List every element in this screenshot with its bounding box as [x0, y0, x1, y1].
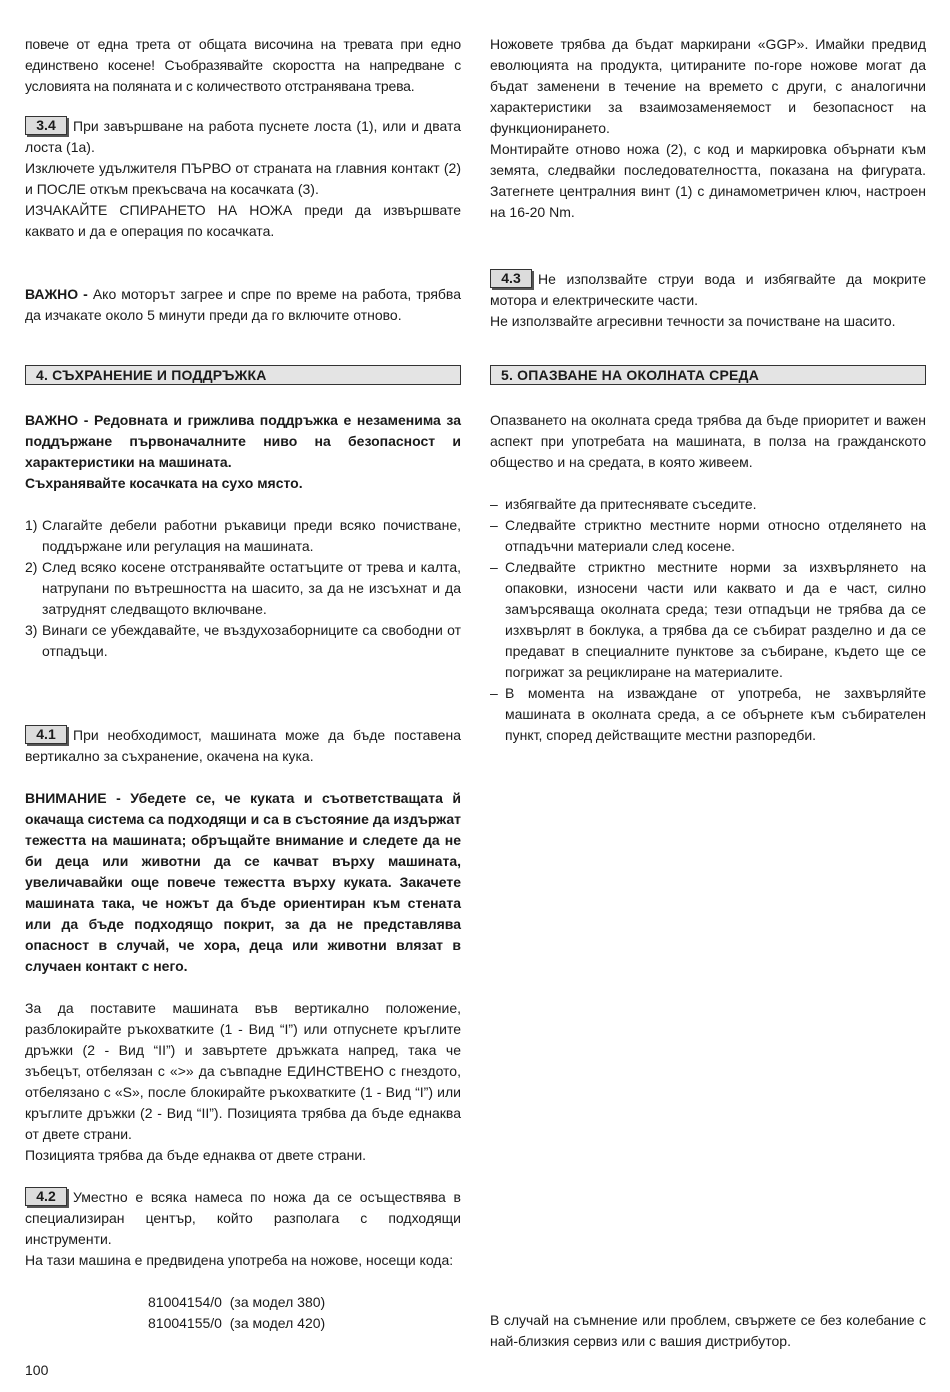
blades-paragraph-1: Ножовете трябва да бъдат маркирани «GGP». Имайки предвид еволюцията на продукта, цитираните по-горе ножове могат да бъдат заменени в течение на времето с други, с аналогични характеристики за взаимозаменяемост и безопасност на функционирането. [490, 36, 926, 136]
section-3-4 [25, 116, 461, 158]
section-4-3 [490, 269, 926, 311]
heading-storage-maintenance: 4. СЪХРАНЕНИЕ И ПОДДРЪЖКА [25, 365, 461, 385]
list-item: – Следвайте стриктно местните норми относно отделянето на отпадъчни материали след косене. [490, 517, 926, 554]
section-4-3-text-1: Не използвайте струи вода и избягвайте да мокрите мотора и електрическите части. [490, 271, 926, 308]
blade-code: 81004155/0 (за модел 420) [148, 1315, 326, 1331]
page-number: 100 [25, 1362, 49, 1378]
section-badge-4-3: 4.3 [490, 269, 532, 288]
environment-intro: Опазването на околната среда трябва да бъде приоритет и важен аспект при употребата на машината, в полза на гражданското общество и на средата, в която живеем. [490, 412, 926, 470]
list-item: 1) Слагайте дебели работни ръкавици преди всяко почистване, поддържане или регулация на машината. [25, 517, 461, 554]
important-note-motor [25, 284, 461, 326]
section-badge-4-2: 4.2 [25, 1187, 67, 1206]
left-column [25, 34, 461, 326]
list-item: 3) Винаги се убеждавайте, че въздухозаборниците са свободни от отпадъци. [25, 622, 461, 659]
list-item: – избягвайте да притеснявате съседите. [490, 496, 757, 512]
warning-paragraph: ВНИМАНИЕ - Убедете се, че куката и съответстващата й окачаща система са подходящи и са в състояние да издържат тежестта на машината; обръщайте внимание и следете да не би деца или животни да се качват върху машината, увеличавайки още повече тежестта върху куката. Закачете машината така, че ножът да бъде ориентиран към стената или да бъде подходящо покрит, за да не представлява опасност в случай, че хора, деца или животни влязат в случаен контакт с него. [25, 790, 461, 974]
section-4-1 [25, 725, 461, 767]
section-badge-3-4: 3.4 [25, 116, 67, 135]
section-badge-4-1: 4.1 [25, 725, 67, 744]
section-4-1-text: При необходимост, машината може да бъде поставена вертикално за съхранение, окачена на кука. [25, 727, 461, 764]
blade-code: 81004154/0 (за модел 380) [148, 1294, 326, 1310]
blade-codes [25, 1292, 461, 1334]
section-4-2-text-2: На тази машина е предвидена употреба на ножове, носещи кода: [25, 1252, 454, 1268]
section-3-4-text-1: При завършване на работа пуснете лоста (1), или и двата лоста (1а). [25, 118, 461, 155]
left-column-lower [25, 410, 461, 1334]
store-dry-note: Съхранявайте косачката на сухо място. [25, 475, 303, 491]
section-4-3-text-2: Не използвайте агресивни течности за почистване на шасито. [490, 313, 896, 329]
list-item: – Следвайте стриктно местните норми за изхвърлянето на опаковки, износени части или каквато и да е част, силно замърсяваща околната среда; тези отпадъци не трябва да се изхвърлят в боклука, а трябва да се събират разделно и да се предават в специалните пунктове за събиране, където ще се погрижат за рециклиране на материалите. [490, 559, 926, 680]
section-4-2-text-1: Уместно е всяка намеса по ножа да се осъществява в специализиран център, който разполага с подходящи инструменти. [25, 1189, 461, 1247]
right-column-lower [490, 410, 926, 746]
heading-environment: 5. ОПАЗВАНЕ НА ОКОЛНАТА СРЕДА [490, 365, 926, 385]
environment-list [490, 494, 926, 746]
vertical-position-note: Позицията трябва да бъде еднаква от двете страни. [25, 1147, 367, 1163]
right-column [490, 34, 926, 332]
blades-paragraph-2: Монтирайте отново ножа (2), с код и маркировка обърнати към земята, следвайки последователността, показана на фигурата. Затегнете централния винт (1) с динамометричен ключ, настроен на 16-20 Nm. [490, 141, 926, 220]
vertical-position-paragraph: За да поставите машината във вертикално положение, разблокирайте ръкохватките (1 - Вид “I”) или отпуснете кръглите дръжки (2 - Вид “II”) и завъртете дръжката напред, така че зъбецът, отбелязан с «>» да съвпадне ЕДИНСТВЕНО с гнездото, отбелязано с «S», после блокирайте ръкохватките (1 - Вид “I”) или кръглите дръжки (2 - Вид “II”). Позицията трябва да бъде еднаква от двете страни. [25, 1000, 461, 1142]
list-item: – В момента на изваждане от употреба, не захвърляйте машината в околната среда, а се обърнете към събирателен пункт, според действащите местни разпоредби. [490, 685, 926, 743]
important-text: Ако моторът загрее и спре по време на работа, трябва да изчакате около 5 минути преди да го включите отново. [25, 286, 461, 323]
important-maintenance: ВАЖНО - Редовната и грижлива поддръжка е незаменима за поддържане първоначалните ниво на безопасност и характеристики на машината. [25, 412, 461, 470]
important-label: ВАЖНО - [25, 286, 88, 302]
contact-note: В случай на съмнение или проблем, свържете се без колебание с най-близкия сервиз или с вашия дистрибутор. [490, 1312, 926, 1349]
list-item: 2) След всяко косене отстранявайте остатъците от трева и калта, натрупани по вътрешността на шасито, за да не изсъхнат и да затруднят следващото включване. [25, 559, 461, 617]
intro-paragraph: повече от една трета от общата височина на тревата при едно единствено косене! Съобразявайте скоростта на напредване с условията на поляната и с количеството отстранявана трева. [25, 36, 461, 94]
maintenance-list [25, 515, 461, 662]
section-3-4-text-2: Изключете удължителя ПЪРВО от страната на главния контакт (2) и ПОСЛЕ откъм прекъсвача на косачката (3). [25, 160, 461, 197]
section-3-4-text-3: ИЗЧАКАЙТЕ СПИРАНЕТО НА НОЖА преди да извършвате каквато и да е операция по косачката. [25, 202, 461, 239]
section-4-2 [25, 1187, 461, 1250]
